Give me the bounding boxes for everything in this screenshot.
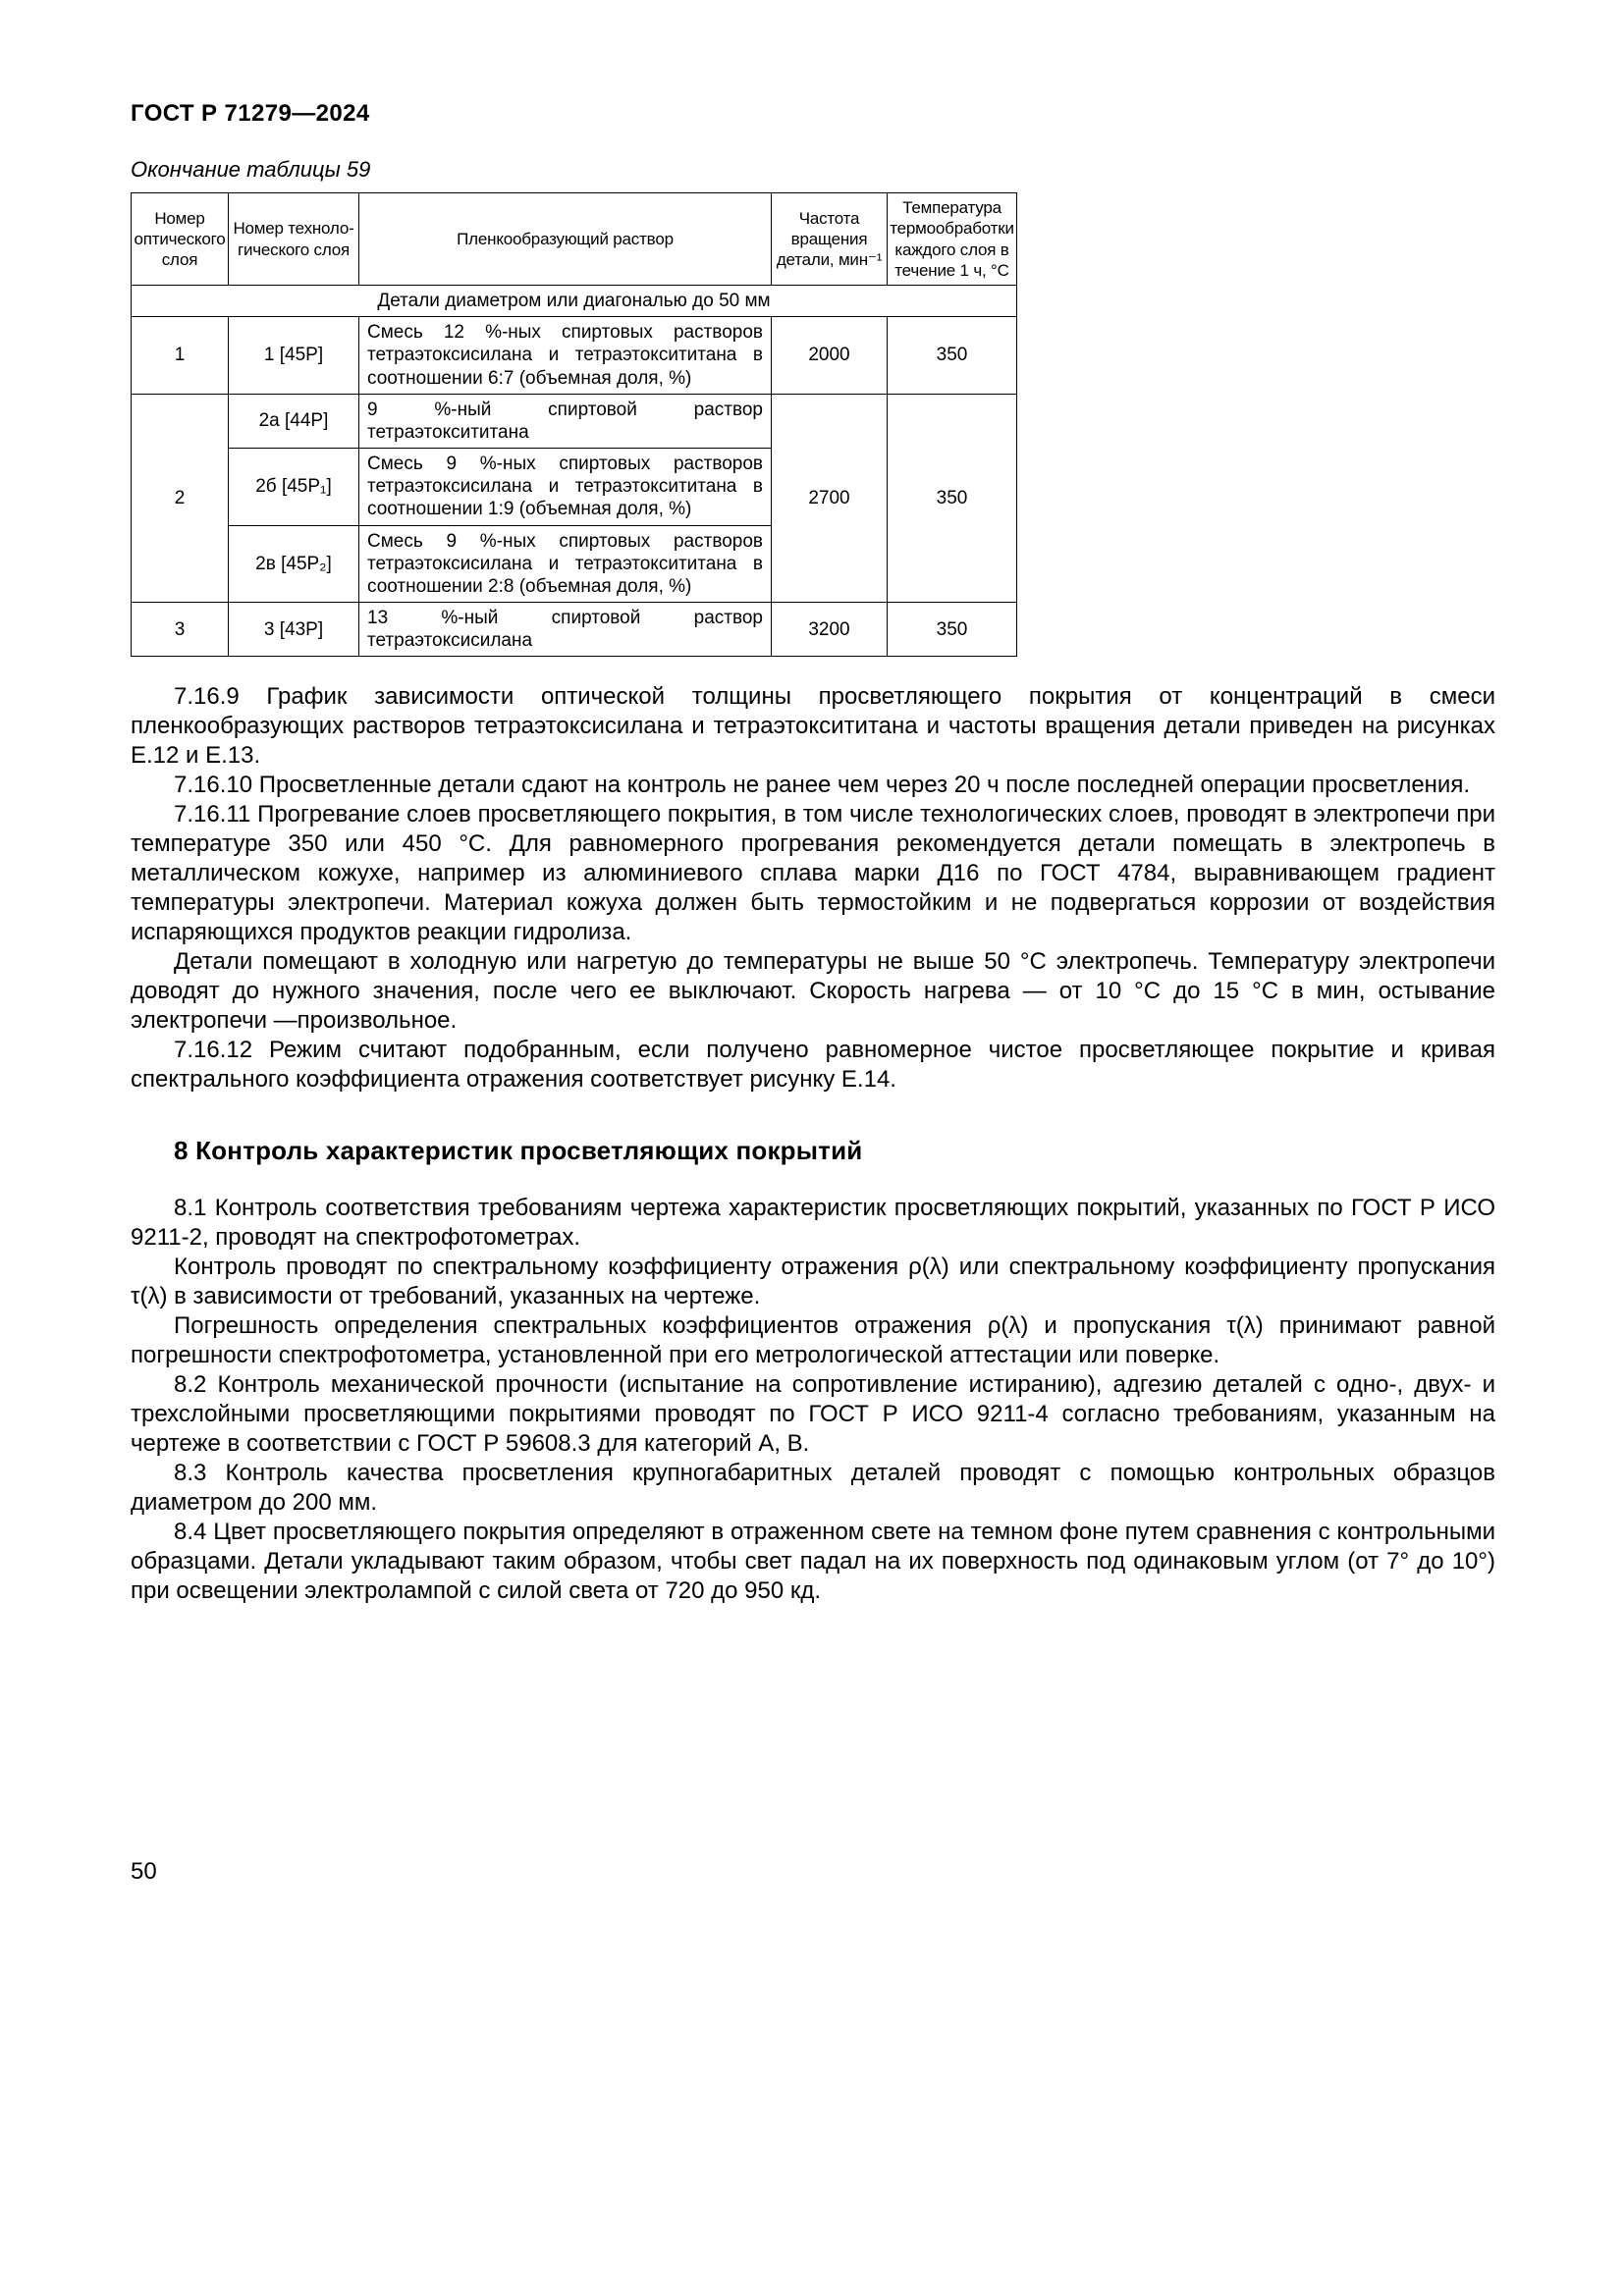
- paragraph-8-3: 8.3 Контроль качества просветления крупногабаритных деталей проводят с помощью контрольных образцов диаметром до 200 мм.: [131, 1460, 1495, 1517]
- cell-frequency: 3200: [772, 603, 888, 657]
- cell-optical-layer: 3: [132, 603, 229, 657]
- table-59: [131, 192, 1017, 657]
- standard-number: ГОСТ Р 71279—2024: [131, 100, 370, 127]
- col-header-optical-layer-number: Номер оптического слоя: [132, 193, 229, 286]
- table-row-1: [132, 317, 1017, 395]
- paragraph-8-1-cont-1: Контроль проводят по спектральному коэффициенту отражения ρ(λ) или спектральному коэффициенту пропускания τ(λ) в зависимости от требований, указанных на чертеже.: [131, 1254, 1495, 1310]
- paragraph-8-1: 8.1 Контроль соответствия требованиям чертежа характеристик просветляющих покрытий, указанных по ГОСТ Р ИСО 9211-2, проводят на спектрофотометрах.: [131, 1195, 1495, 1252]
- cell-optical-layer: 1: [132, 317, 229, 395]
- content-area: [131, 0, 1495, 1606]
- col-header-film-forming-solution: Пленкообразующий раствор: [359, 193, 772, 286]
- col-header-heat-treatment-temperature: Температура термообработки каждого слоя в течение 1 ч, °С: [888, 193, 1017, 286]
- paragraph-7-16-11-cont: Детали помещают в холодную или нагретую до температуры не выше 50 °С электропечь. Температуру электропечи доводят до нужного значения, после чего ее выключают. Скорость нагрева — от 10 °С до 15 °С в мин, остывание электропечи —произвольное.: [131, 948, 1495, 1035]
- page-number: 50: [131, 1858, 157, 1885]
- col-header-rotation-frequency: Частота вращения детали, мин⁻¹: [772, 193, 888, 286]
- cell-tech-layer: 3 [43Р]: [229, 603, 359, 657]
- cell-solution: 9 %-ный спиртовой раствор тетраэтоксититана: [359, 394, 772, 448]
- cell-optical-layer: 2: [132, 394, 229, 602]
- cell-solution: Смесь 12 %-ных спиртовых растворов тетраэтоксисилана и тетраэтоксититана в соотношении 6:7 (объемная доля, %): [359, 317, 772, 395]
- paragraph-8-1-cont-2: Погрешность определения спектральных коэффициентов отражения ρ(λ) и пропускания τ(λ) принимают равной погрешности спектрофотометра, установленной при его метрологической аттестации или поверке.: [131, 1312, 1495, 1369]
- cell-solution: 13 %-ный спиртовой раствор тетраэтоксисилана: [359, 603, 772, 657]
- cell-tech-layer: 2в [45Р₂]: [229, 525, 359, 603]
- cell-temperature: 350: [888, 317, 1017, 395]
- paragraph-8-2: 8.2 Контроль механической прочности (испытание на сопротивление истиранию), адгезию деталей с одно-, двух- и трехслойными просветляющими покрытиями проводят по ГОСТ Р ИСО 9211-4 согласно требованиям, указанным на чертеже в соответствии с ГОСТ Р 59608.3 для категорий А, В.: [131, 1371, 1495, 1458]
- table-row-3: [132, 603, 1017, 657]
- table-caption: Окончание таблицы 59: [131, 157, 371, 182]
- cell-temperature: 350: [888, 394, 1017, 602]
- paragraph-7-16-11: 7.16.11 Прогревание слоев просветляющего покрытия, в том числе технологических слоев, проводят в электропечи при температуре 350 или 450 °С. Для равномерного прогревания рекомендуется детали помещать в электропечь в металлическом кожухе, например из алюминиевого сплава марки Д16 по ГОСТ 4784, выравнивающем градиент температуры электропечи. Материал кожуха должен быть термостойким и не подвергаться коррозии от воздействия испаряющихся продуктов реакции гидролиза.: [131, 801, 1495, 946]
- paragraph-7-16-12: 7.16.12 Режим считают подобранным, если получено равномерное чистое просветляющее покрытие и кривая спектрального коэффициента отражения соответствует рисунку Е.14.: [131, 1037, 1495, 1094]
- cell-solution: Смесь 9 %-ных спиртовых растворов тетраэтоксисилана и тетраэтоксититана в соотношении 1:9 (объемная доля, %): [359, 449, 772, 526]
- cell-frequency: 2700: [772, 394, 888, 602]
- section-heading: 8 Контроль характеристик просветляющих покрытий: [174, 1136, 863, 1166]
- cell-tech-layer: 2а [44Р]: [229, 394, 359, 448]
- table-header-row: [132, 193, 1017, 286]
- table-subheader-row: [132, 286, 1017, 317]
- cell-temperature: 350: [888, 603, 1017, 657]
- cell-tech-layer: 1 [45Р]: [229, 317, 359, 395]
- table-subheader-cell: Детали диаметром или диагональю до 50 мм: [132, 286, 1017, 317]
- paragraph-7-16-9: 7.16.9 График зависимости оптической толщины просветляющего покрытия от концентраций в смеси пленкообразующих растворов тетраэтоксисилана и тетраэтоксититана и частоты вращения детали приведен на рисунках Е.12 и Е.13.: [131, 683, 1495, 770]
- cell-frequency: 2000: [772, 317, 888, 395]
- table-row-2a: [132, 394, 1017, 448]
- paragraph-8-4: 8.4 Цвет просветляющего покрытия определяют в отраженном свете на темном фоне путем сравнения с контрольными образцами. Детали укладывают таким образом, чтобы свет падал на их поверхность под одинаковым углом (от 7° до 10°) при освещении электролампой с силой света от 720 до 950 кд.: [131, 1519, 1495, 1605]
- cell-solution: Смесь 9 %-ных спиртовых растворов тетраэтоксисилана и тетраэтоксититана в соотношении 2:8 (объемная доля, %): [359, 525, 772, 603]
- cell-tech-layer: 2б [45Р₁]: [229, 449, 359, 526]
- col-header-tech-layer-number: Номер техноло-гического слоя: [229, 193, 359, 286]
- paragraph-7-16-10: 7.16.10 Просветленные детали сдают на контроль не ранее чем через 20 ч после последней операции просветления.: [174, 772, 1470, 799]
